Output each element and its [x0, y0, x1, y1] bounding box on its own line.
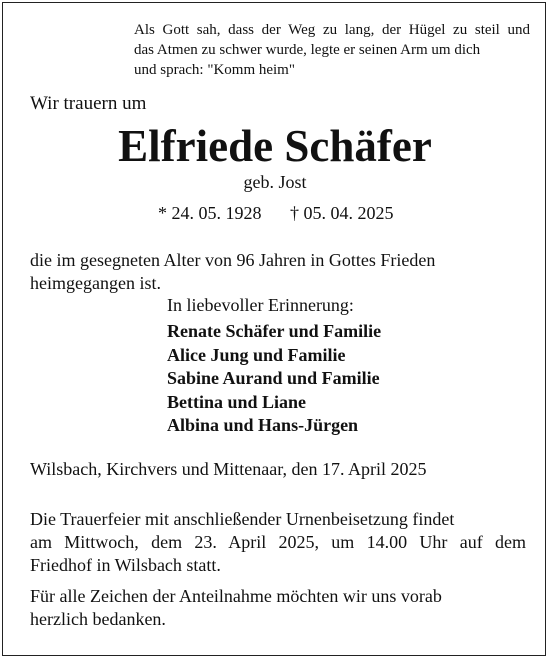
ceremony-line: Die Trauerfeier mit anschließender Urnenbeisetzung findet [30, 509, 455, 529]
mourner-name: Renate Schäfer und Familie [167, 321, 382, 341]
thanks-text [30, 585, 526, 631]
mourners-list [167, 320, 381, 438]
ceremony-info [30, 508, 526, 577]
poem-line: Als Gott sah, dass der Weg zu lang, der Hügel zu steil und [134, 22, 530, 38]
obituary-line: die im gesegneten Alter von 96 Jahren in Gottes Frieden [30, 250, 436, 270]
obituary-line: heimgegangen ist. [30, 273, 161, 293]
maiden-name: geb. Jost [243, 172, 307, 192]
poem-quote [134, 20, 530, 80]
mourner-name: Alice Jung und Familie [167, 344, 346, 365]
place-date: Wilsbach, Kirchvers und Mittenaar, den 17. April 2025 [30, 459, 427, 479]
birth-date: * 24. 05. 1928 [158, 203, 262, 223]
ceremony-line: am Mittwoch, dem 23. April 2025, um 14.00 Uhr auf dem [30, 532, 526, 552]
thanks-line: herzlich bedanken. [30, 609, 166, 629]
deceased-name: Elfriede Schäfer [118, 121, 432, 171]
poem-line: und sprach: "Komm heim" [134, 62, 295, 78]
death-date: † 05. 04. 2025 [290, 203, 394, 223]
thanks-line: Für alle Zeichen der Anteilnahme möchten wir uns vorab [30, 586, 442, 606]
mourner-name: Albina und Hans-Jürgen [167, 415, 359, 435]
poem-line: das Atmen zu schwer wurde, legte er seinen Arm um dich [134, 42, 481, 58]
intro-text: Wir trauern um [30, 93, 147, 114]
ceremony-line: Friedhof in Wilsbach statt. [30, 555, 221, 575]
mourner-name: Sabine Aurand und Familie [167, 368, 380, 388]
mourner-name: Bettina und Liane [167, 391, 307, 412]
obituary-text [30, 249, 530, 295]
memory-label: In liebevoller Erinnerung: [167, 295, 354, 315]
